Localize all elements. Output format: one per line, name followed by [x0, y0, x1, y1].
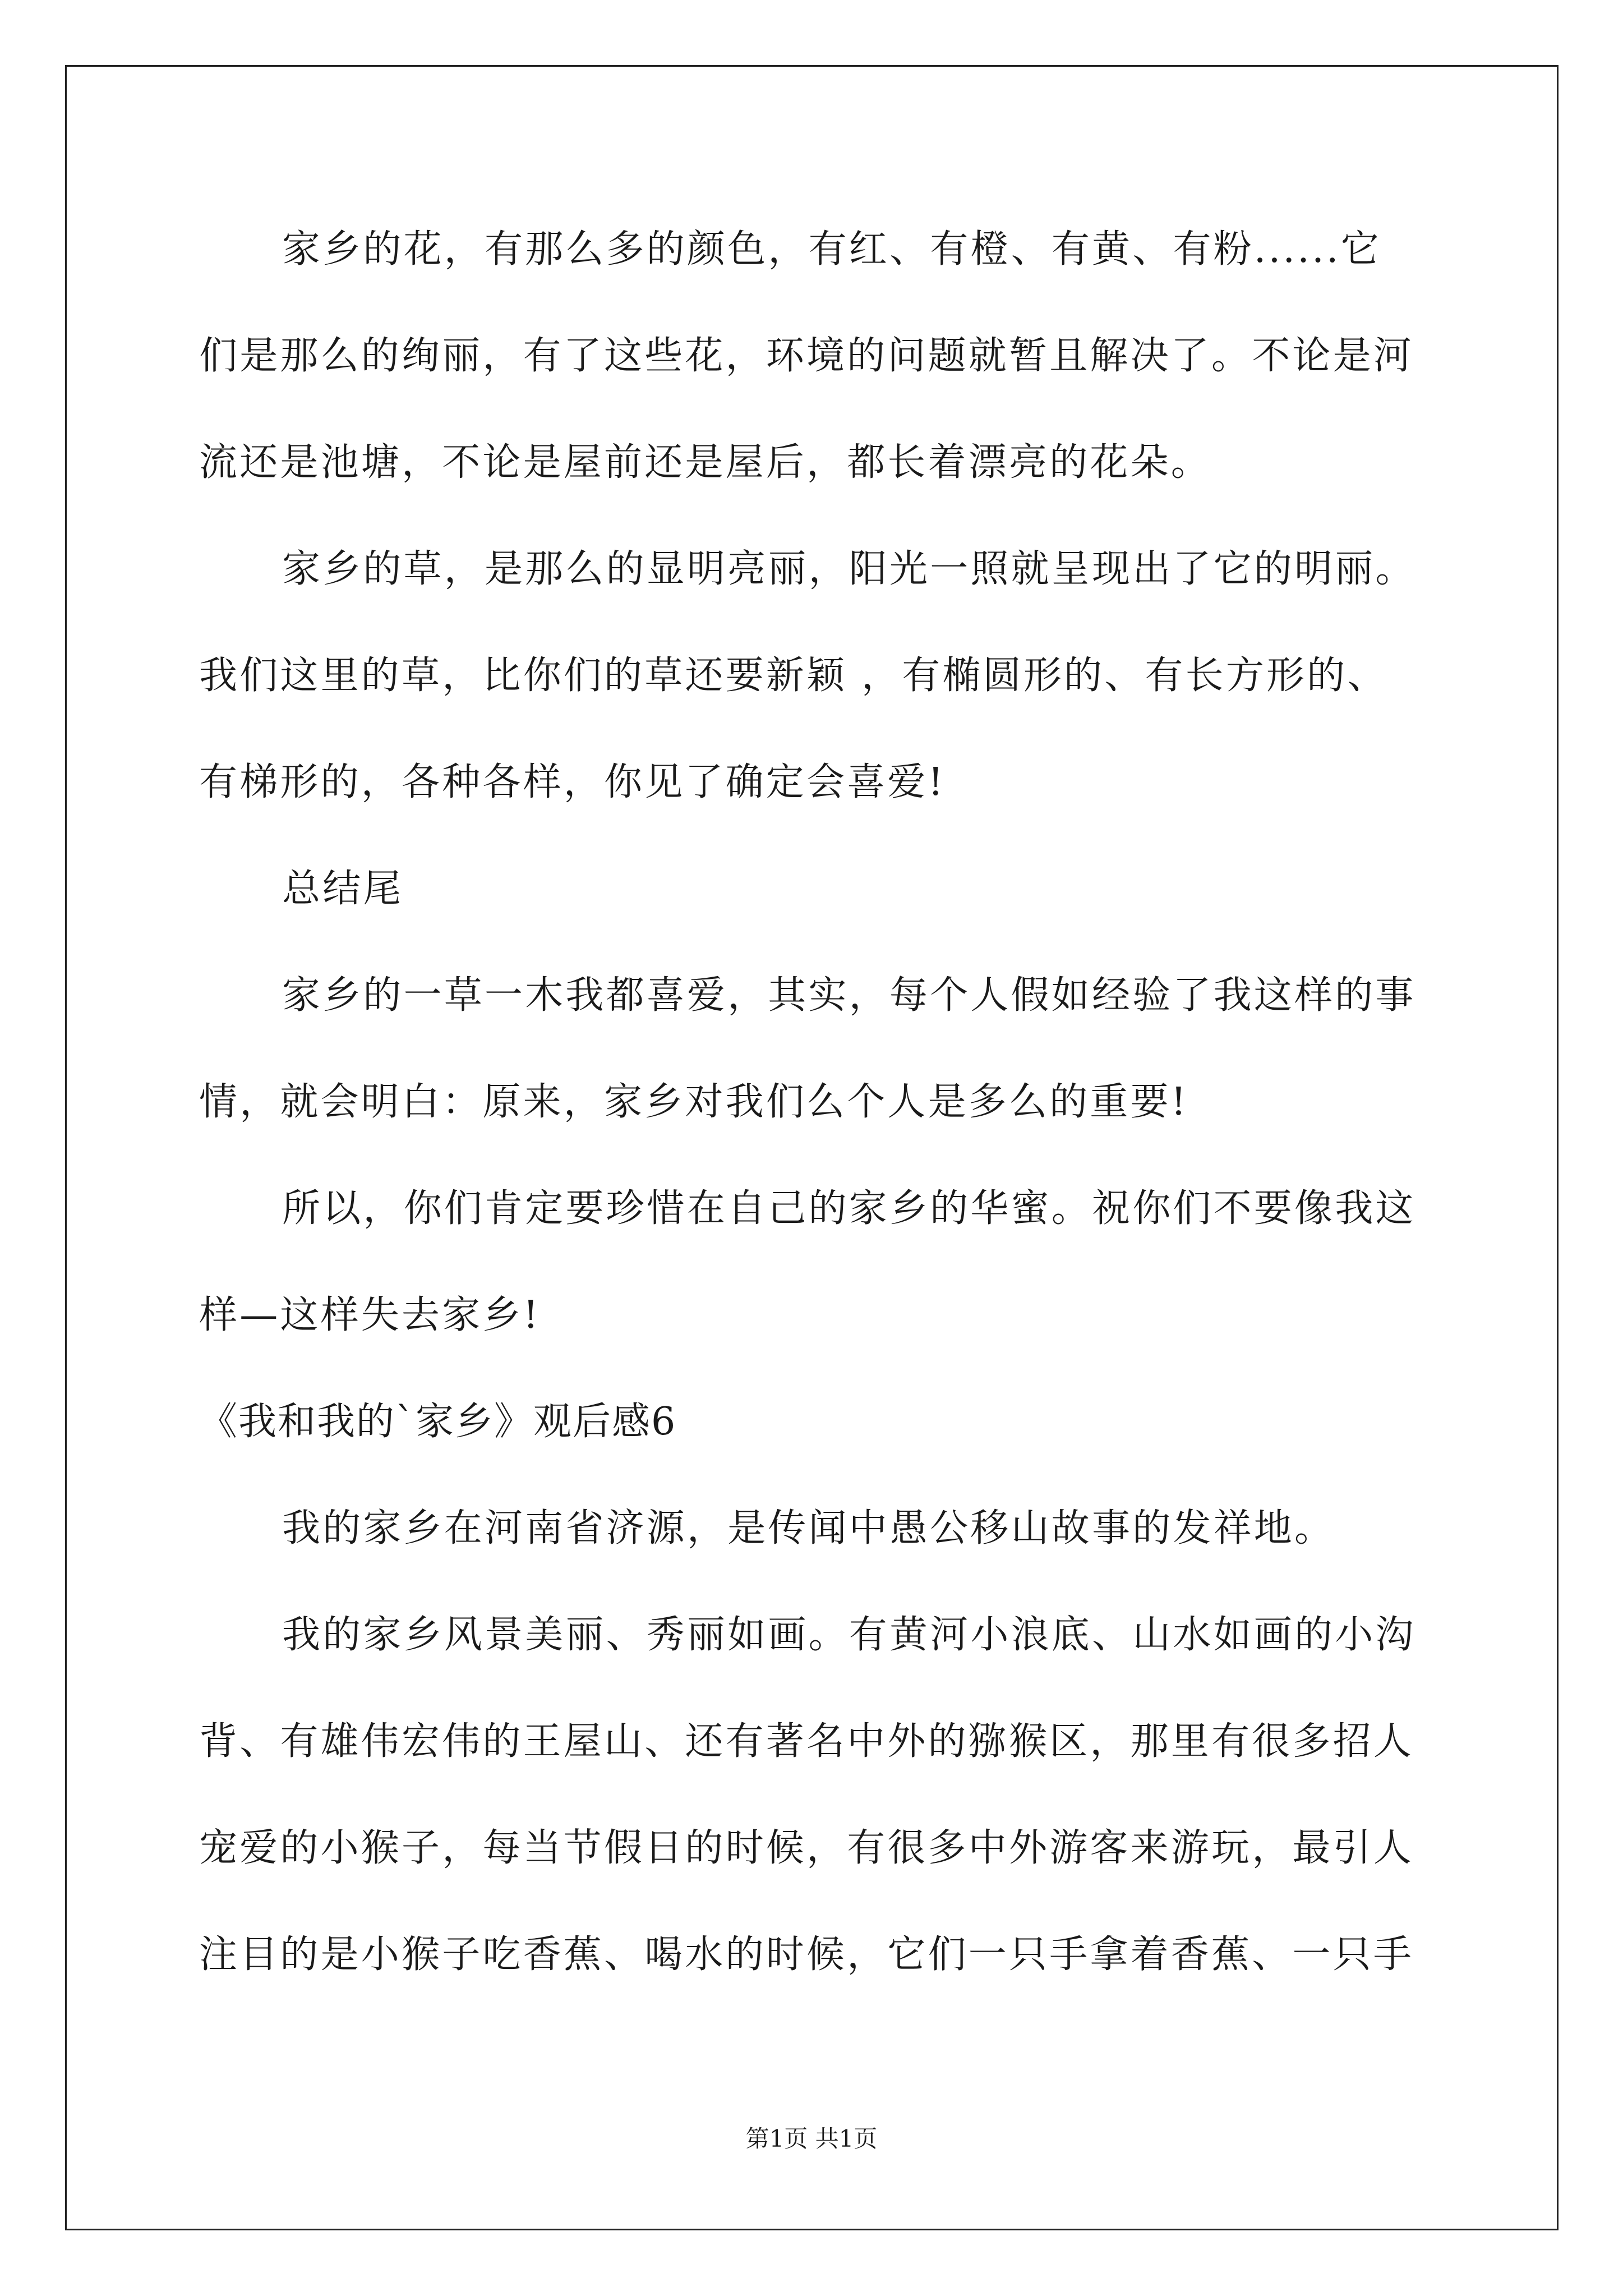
page-frame — [65, 65, 1559, 2230]
text-line: 注目的是小猴子吃香蕉、喝水的时候，它们一只手拿着香蕉、一只手 — [199, 1932, 1414, 1977]
text-line: 情，就会明白：原来，家乡对我们么个人是多么的重要! — [199, 1080, 1189, 1124]
text-line: 我的家乡风景美丽、秀丽如画。有黄河小浪底、山水如画的小沟 — [282, 1613, 1416, 1657]
text-line: 家乡的花，有那么多的颜色，有红、有橙、有黄、有粉......它 — [282, 227, 1381, 272]
article-title: 《我和我的`家乡》观后感6 — [199, 1400, 677, 1444]
text-line: 流还是池塘，不论是屋前还是屋后，都长着漂亮的花朵。 — [199, 440, 1212, 485]
text-line: 我们这里的草，比你们的草还要新颖 ，有椭圆形的、有长方形的、 — [199, 654, 1388, 698]
text-line: 背、有雄伟宏伟的王屋山、还有著名中外的猕猴区，那里有很多招人 — [199, 1719, 1414, 1764]
text-line: 有梯形的，各种各样，你见了确定会喜爱! — [199, 760, 946, 804]
section-label: 总结尾 — [282, 867, 404, 911]
text-line: 宠爱的小猴子，每当节假日的时候，有很多中外游客来游玩，最引人 — [199, 1826, 1414, 1870]
text-line: 们是那么的绚丽，有了这些花，环境的问题就暂且解决了。不论是河 — [199, 334, 1414, 378]
text-line: 所以，你们肯定要珍惜在自己的家乡的华蜜。祝你们不要像我这 — [282, 1186, 1416, 1231]
text-line: 我的家乡在河南省济源，是传闻中愚公移山故事的发祥地。 — [282, 1506, 1335, 1550]
text-line: 家乡的一草一木我都喜爱，其实，每个人假如经验了我这样的事 — [282, 973, 1416, 1018]
text-line: 样—这样失去家乡! — [199, 1293, 541, 1337]
text-line: 家乡的草，是那么的显明亮丽，阳光一照就呈现出了它的明丽。 — [282, 547, 1416, 591]
page-number-footer: 第1页 共1页 — [745, 2125, 878, 2152]
